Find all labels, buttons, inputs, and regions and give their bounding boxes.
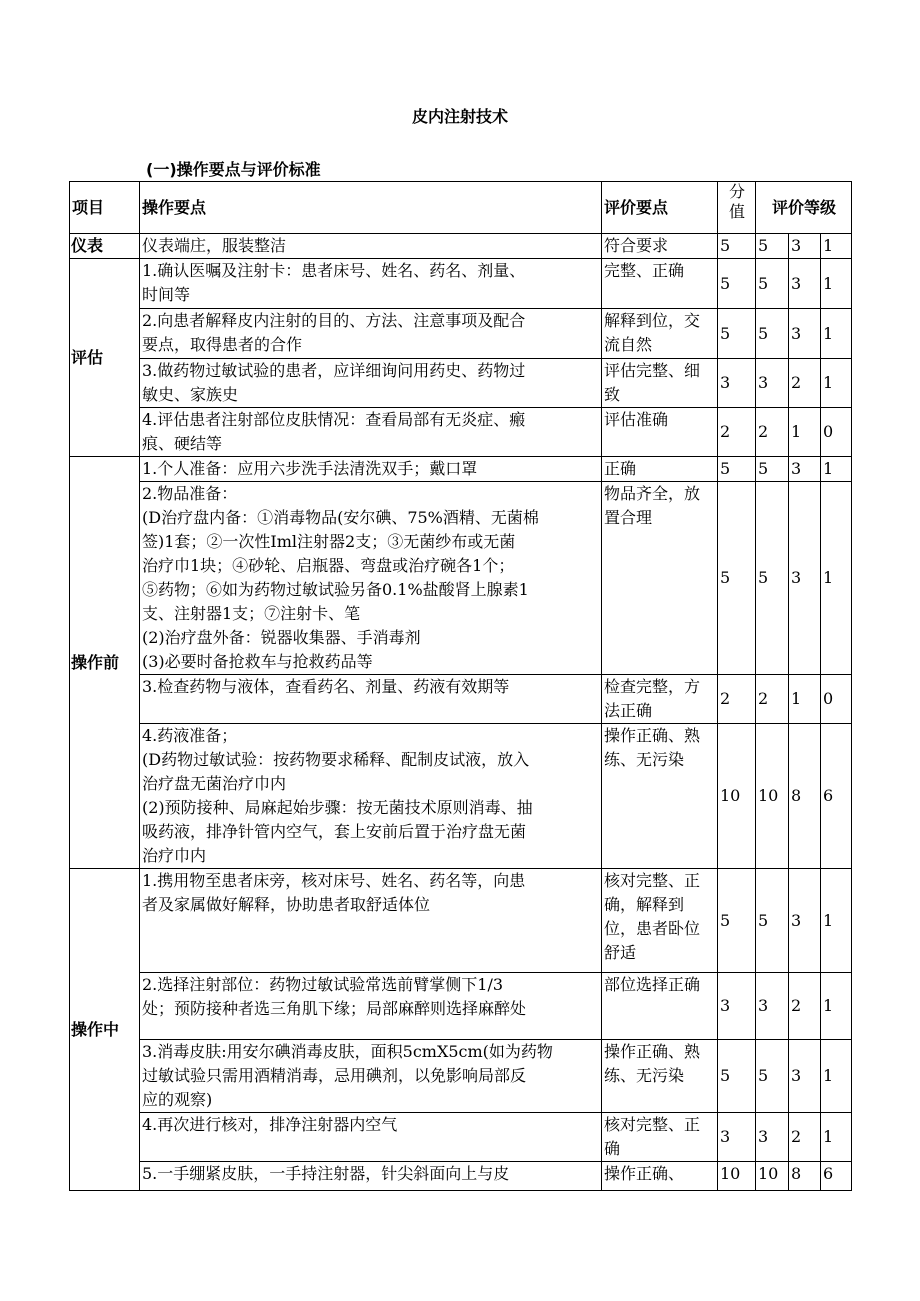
points-cell [140, 1040, 602, 1113]
grade-c-cell: 6 [821, 1162, 852, 1191]
grade-a-cell: 5 [756, 482, 789, 675]
criteria-line: 确 [604, 1139, 621, 1158]
points-line: (D治疗盘内备：①消毒物品(安尔碘、75%酒精、无菌棉 [142, 508, 539, 527]
points-line: 治疗巾1块；④砂轮、启瓶器、弯盘或治疗碗各1个； [142, 556, 515, 575]
points-line: 4.药液准备； [142, 726, 238, 745]
table-row [70, 1040, 852, 1113]
table-row [70, 1162, 852, 1191]
grade-b-cell: 2 [789, 973, 821, 1040]
grade-a-cell: 2 [756, 675, 789, 724]
criteria-line: 部位选择正确 [604, 975, 701, 994]
criteria-line: 核对完整、正 [604, 1115, 701, 1134]
points-line: 仪表端庄，服装整洁 [142, 236, 287, 255]
points-line: 过敏试验只需用酒精消毒，忌用碘剂，以免影响局部反 [142, 1066, 527, 1085]
table-row [70, 869, 852, 973]
grade-c-cell: 6 [821, 724, 852, 869]
criteria-line: 操作正确、 [604, 1164, 685, 1183]
points-cell [140, 675, 602, 724]
header-row [70, 182, 852, 234]
grade-a-cell: 10 [756, 724, 789, 869]
points-cell [140, 1162, 602, 1191]
criteria-line: 符合要求 [604, 236, 669, 255]
criteria-cell [602, 1113, 718, 1162]
grade-b-cell: 3 [789, 869, 821, 973]
table-row [70, 724, 852, 869]
criteria-cell [602, 359, 718, 408]
grade-c-cell: 1 [821, 359, 852, 408]
category-cell: 评估 [70, 259, 140, 457]
points-cell [140, 1113, 602, 1162]
points-line: 1.个人准备：应用六步洗手法清洗双手；戴口罩 [142, 459, 478, 478]
table-row [70, 408, 852, 457]
points-line: 支、注射器1支；⑦注射卡、笔 [142, 604, 361, 623]
grade-a-cell: 2 [756, 408, 789, 457]
header-criteria: 评价要点 [602, 182, 718, 234]
category-cell: 仪表 [70, 234, 140, 259]
criteria-cell [602, 234, 718, 259]
points-line: 2.物品准备： [142, 484, 238, 503]
section-heading: (一)操作要点与评价标准 [146, 160, 321, 179]
grade-c-cell: 1 [821, 1040, 852, 1113]
criteria-line: 练、无污染 [604, 1066, 685, 1085]
points-line: 处；预防接种者选三角肌下缘；局部麻醉则选择麻醉处 [142, 999, 527, 1018]
grade-b-cell: 8 [789, 1162, 821, 1191]
score-cell: 10 [718, 724, 756, 869]
table-row [70, 259, 852, 309]
header-points: 操作要点 [140, 182, 602, 234]
grade-b-cell: 3 [789, 1040, 821, 1113]
points-line: 1.携用物至患者床旁，核对床号、姓名、药名等，向患 [142, 871, 526, 890]
table-row [70, 675, 852, 724]
points-line: 4.评估患者注射部位皮肤情况：查看局部有无炎症、瘢 [142, 410, 526, 429]
points-line: 应的观察) [142, 1090, 213, 1109]
points-line: 敏史、家族史 [142, 385, 239, 404]
score-cell: 10 [718, 1162, 756, 1191]
grade-b-cell: 3 [789, 309, 821, 359]
table-row [70, 359, 852, 408]
criteria-cell [602, 675, 718, 724]
grade-b-cell: 2 [789, 1113, 821, 1162]
points-line: 2.向患者解释皮内注射的目的、方法、注意事项及配合 [142, 311, 526, 330]
criteria-line: 物品齐全，放 [604, 484, 701, 503]
criteria-cell [602, 309, 718, 359]
grade-b-cell: 3 [789, 259, 821, 309]
score-cell: 5 [718, 309, 756, 359]
grade-b-cell: 1 [789, 408, 821, 457]
points-line: 1.确认医嘱及注射卡：患者床号、姓名、药名、剂量、 [142, 261, 526, 280]
category-cell: 操作中 [70, 869, 140, 1191]
score-cell: 5 [718, 234, 756, 259]
points-line: 4.再次进行核对，排净注射器内空气 [142, 1115, 398, 1134]
grade-c-cell: 1 [821, 973, 852, 1040]
points-cell [140, 309, 602, 359]
criteria-cell [602, 724, 718, 869]
grade-a-cell: 5 [756, 309, 789, 359]
criteria-cell [602, 408, 718, 457]
criteria-cell [602, 869, 718, 973]
criteria-cell [602, 1040, 718, 1113]
score-cell: 5 [718, 1040, 756, 1113]
criteria-cell [602, 1162, 718, 1191]
criteria-line: 致 [604, 385, 621, 404]
criteria-line: 完整、正确 [604, 261, 685, 280]
grade-a-cell: 5 [756, 259, 789, 309]
criteria-cell [602, 482, 718, 675]
score-cell: 2 [718, 408, 756, 457]
points-line: ⑤药物；⑥如为药物过敏试验另备0.1%盐酸肾上腺素1 [142, 580, 529, 599]
grade-b-cell: 3 [789, 234, 821, 259]
points-cell [140, 869, 602, 973]
points-cell [140, 973, 602, 1040]
points-cell [140, 482, 602, 675]
points-line: 2.选择注射部位：药物过敏试验常选前臂掌侧下1/3 [142, 975, 504, 994]
grade-c-cell: 1 [821, 457, 852, 482]
table-row [70, 457, 852, 482]
points-cell [140, 234, 602, 259]
grade-a-cell: 3 [756, 973, 789, 1040]
points-line: 治疗盘无菌治疗巾内 [142, 774, 287, 793]
criteria-cell [602, 457, 718, 482]
criteria-line: 流自然 [604, 335, 653, 354]
score-cell: 3 [718, 1113, 756, 1162]
points-line: 时间等 [142, 285, 191, 304]
points-cell [140, 259, 602, 309]
grade-b-cell: 3 [789, 482, 821, 675]
score-cell: 5 [718, 259, 756, 309]
points-cell [140, 457, 602, 482]
points-line: 吸药液，排净针管内空气，套上安前后置于治疗盘无菌 [142, 822, 527, 841]
grade-b-cell: 8 [789, 724, 821, 869]
criteria-line: 核对完整、正 [604, 871, 701, 890]
criteria-line: 法正确 [604, 701, 653, 720]
points-line: 3.消毒皮肤:用安尔碘消毒皮肤，面积5cmX5cm(如为药物 [142, 1042, 553, 1061]
criteria-line: 练、无污染 [604, 750, 685, 769]
points-line: 要点，取得患者的合作 [142, 335, 303, 354]
criteria-line: 检查完整，方 [604, 677, 701, 696]
points-line: (3)必要时备抢救车与抢救药品等 [142, 652, 373, 671]
grade-b-cell: 1 [789, 675, 821, 724]
criteria-cell [602, 259, 718, 309]
table-row [70, 1113, 852, 1162]
criteria-line: 解释到位，交 [604, 311, 701, 330]
grade-b-cell: 2 [789, 359, 821, 408]
score-cell: 2 [718, 675, 756, 724]
criteria-line: 评估准确 [604, 410, 669, 429]
grade-c-cell: 1 [821, 234, 852, 259]
table-row [70, 482, 852, 675]
points-line: 痕、硬结等 [142, 434, 223, 453]
criteria-line: 位，患者卧位 [604, 919, 701, 938]
criteria-line: 舒适 [604, 943, 637, 962]
table-row [70, 234, 852, 259]
grade-a-cell: 10 [756, 1162, 789, 1191]
criteria-line: 确，解释到 [604, 895, 685, 914]
score-cell: 3 [718, 359, 756, 408]
criteria-line: 操作正确、熟 [604, 726, 701, 745]
grade-a-cell: 5 [756, 1040, 789, 1113]
evaluation-table [69, 181, 852, 1191]
grade-a-cell: 5 [756, 457, 789, 482]
grade-b-cell: 3 [789, 457, 821, 482]
grade-c-cell: 1 [821, 309, 852, 359]
table-row [70, 309, 852, 359]
points-cell [140, 359, 602, 408]
score-cell: 5 [718, 482, 756, 675]
points-line: 3.做药物过敏试验的患者，应详细询问用药史、药物过 [142, 361, 526, 380]
score-cell: 5 [718, 869, 756, 973]
points-line: 者及家属做好解释，协助患者取舒适体位 [142, 895, 431, 914]
header-grade: 评价等级 [756, 182, 852, 234]
criteria-line: 正确 [604, 459, 637, 478]
points-line: 3.检查药物与液体，查看药名、剂量、药液有效期等 [142, 677, 510, 696]
score-cell: 3 [718, 973, 756, 1040]
grade-c-cell: 0 [821, 675, 852, 724]
page-title: 皮内注射技术 [411, 107, 508, 126]
points-line: 5.一手绷紧皮肤，一手持注射器，针尖斜面向上与皮 [142, 1164, 510, 1183]
grade-a-cell: 5 [756, 234, 789, 259]
grade-a-cell: 3 [756, 1113, 789, 1162]
criteria-line: 置合理 [604, 508, 653, 527]
grade-a-cell: 5 [756, 869, 789, 973]
score-cell: 5 [718, 457, 756, 482]
points-cell [140, 724, 602, 869]
points-line: 治疗巾内 [142, 846, 207, 865]
grade-c-cell: 0 [821, 408, 852, 457]
points-line: (2)预防接种、局麻起始步骤：按无菌技术原则消毒、抽 [142, 798, 533, 817]
points-line: (2)治疗盘外备：锐器收集器、手消毒剂 [142, 628, 421, 647]
table-row [70, 973, 852, 1040]
header-score: 分值 [718, 182, 756, 234]
points-line: 签)1套；②一次性Iml注射器2支；③无菌纱布或无菌 [142, 532, 516, 551]
grade-c-cell: 1 [821, 1113, 852, 1162]
criteria-line: 操作正确、熟 [604, 1042, 701, 1061]
grade-a-cell: 3 [756, 359, 789, 408]
criteria-line: 评估完整、细 [604, 361, 701, 380]
category-cell: 操作前 [70, 457, 140, 869]
grade-c-cell: 1 [821, 869, 852, 973]
header-item: 项目 [70, 182, 140, 234]
criteria-cell [602, 973, 718, 1040]
grade-c-cell: 1 [821, 259, 852, 309]
points-line: (D药物过敏试验：按药物要求稀释、配制皮试液，放入 [142, 750, 530, 769]
points-cell [140, 408, 602, 457]
grade-c-cell: 1 [821, 482, 852, 675]
